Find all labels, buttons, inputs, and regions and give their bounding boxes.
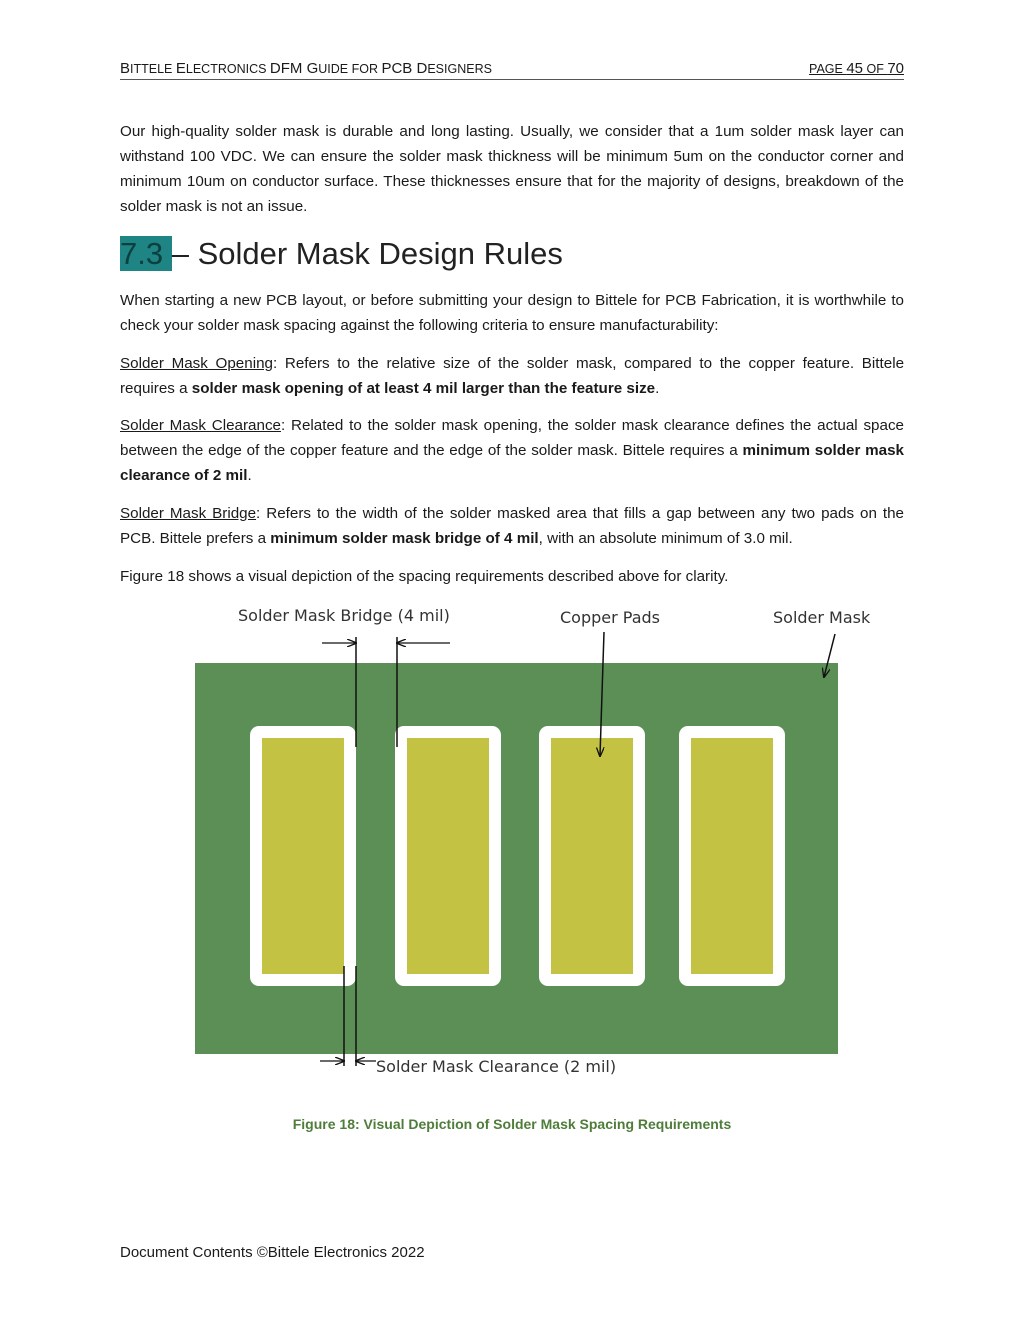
section-title: – Solder Mask Design Rules bbox=[171, 236, 563, 271]
clearance-label: Solder Mask Clearance (2 mil) bbox=[376, 1057, 617, 1076]
copper-pads-label: Copper Pads bbox=[560, 608, 661, 627]
solder-mask-figure bbox=[180, 600, 880, 1090]
figure-reference: Figure 18 shows a visual depiction of the spacing requirements described above for clarity. bbox=[120, 568, 729, 585]
pad-1 bbox=[250, 726, 356, 986]
intro-paragraph: Our high-quality solder mask is durable and long lasting. Usually, we consider that a 1um solder mask layer can withstand 100 VDC. We can ensure the solder mask thickness will be minimum 5um on the conductor corner and minimum 10um on conductor surface. These thicknesses ensure that for the majority of designs, breakdown of the solder mask is not an issue. bbox=[120, 123, 904, 215]
solder-mask-diagram bbox=[180, 600, 880, 1090]
page-number: PAGE 45 OF 70 bbox=[809, 60, 904, 77]
clearance-paragraph: Solder Mask Clearance: Related to the solder mask opening, the solder mask clearance defines the actual space between the edge of the copper feature and the edge of the solder mask. Bittele requires a minimum solder mask clearance of 2 mil. bbox=[120, 417, 904, 484]
solder-mask-label: Solder Mask bbox=[773, 608, 871, 627]
figure-caption: Figure 18: Visual Depiction of Solder Mask Spacing Requirements bbox=[292, 1116, 732, 1132]
bridge-term: Solder Mask Bridge bbox=[120, 505, 257, 522]
lead-paragraph: When starting a new PCB layout, or before submitting your design to Bittele for PCB Fabrication, it is worthwhile to check your solder mask spacing against the following criteria to ensure manufacturability: bbox=[120, 292, 904, 334]
clearance-term: Solder Mask Clearance bbox=[120, 417, 281, 434]
page-footer: Document Contents ©Bittele Electronics 2022 bbox=[120, 1244, 425, 1261]
opening-paragraph: Solder Mask Opening: Refers to the relative size of the solder mask, compared to the copper feature. Bittele requires a solder mask opening of at least 4 mil larger than the feature size. bbox=[120, 355, 905, 397]
bridge-paragraph: Solder Mask Bridge: Refers to the width of the solder masked area that fills a gap between any two pads on the PCB. Bittele prefers a minimum solder mask bridge of 4 mil, with an absolute minimum of 3.0 mil. bbox=[120, 505, 904, 547]
document-title: BITTELE ELECTRONICS DFM GUIDE FOR PCB DESIGNERS bbox=[120, 60, 492, 77]
bridge-label: Solder Mask Bridge (4 mil) bbox=[238, 606, 450, 625]
opening-term: Solder Mask Opening bbox=[120, 355, 273, 372]
clearance-requirement: minimum solder mask clearance of 2 mil bbox=[120, 442, 904, 484]
page-header bbox=[120, 60, 904, 80]
pad-2 bbox=[395, 726, 501, 986]
section-heading bbox=[120, 232, 563, 276]
bridge-requirement: minimum solder mask bridge of 4 mil bbox=[270, 530, 539, 547]
pad-4 bbox=[679, 726, 785, 986]
opening-requirement: solder mask opening of at least 4 mil larger than the feature size bbox=[191, 380, 656, 397]
pad-3 bbox=[539, 726, 645, 986]
section-number: 7.3 bbox=[120, 236, 172, 271]
